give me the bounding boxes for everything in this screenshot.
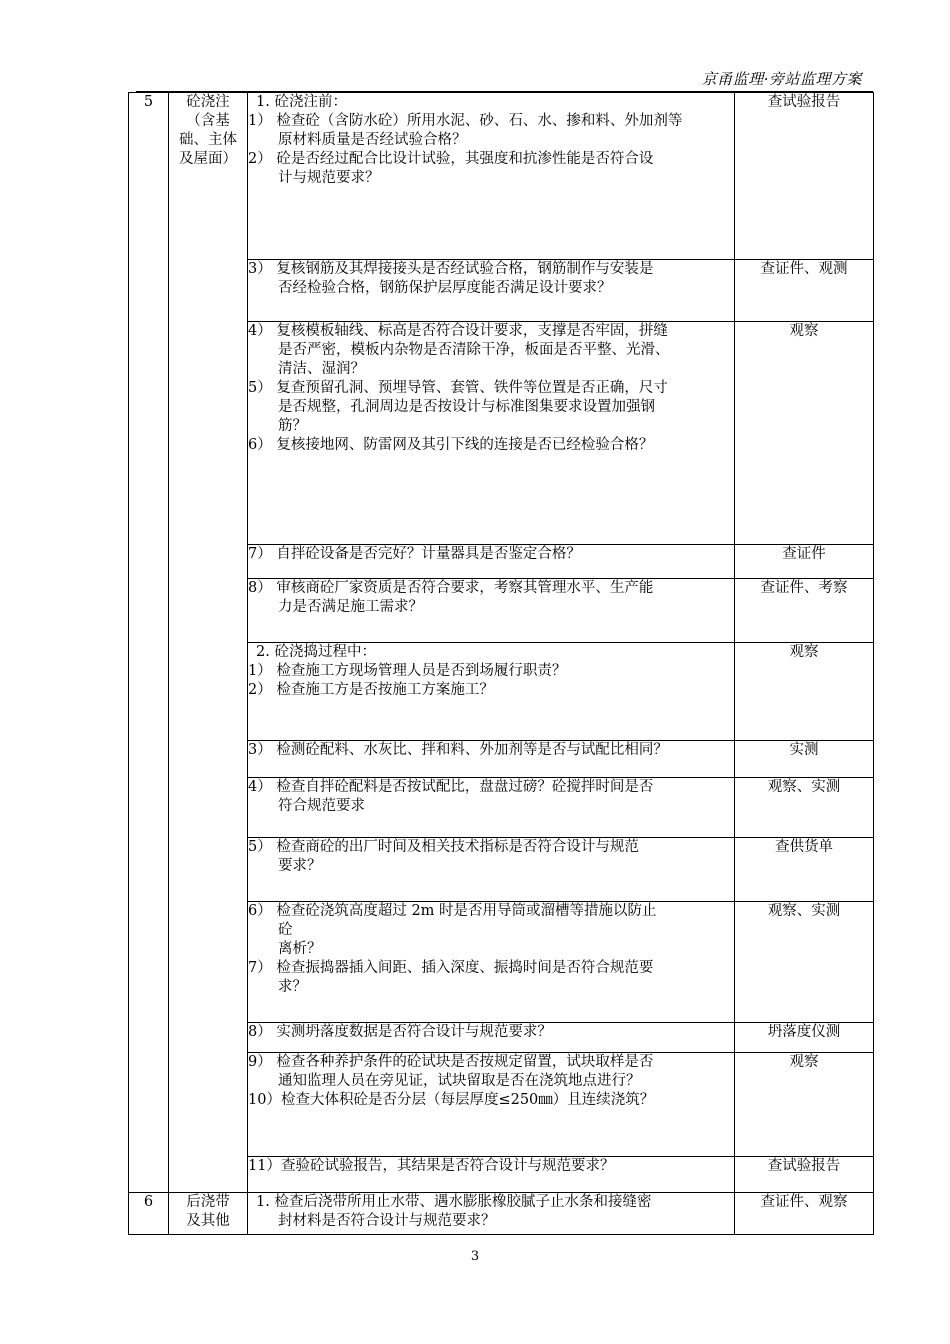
content-line: 否经检验合格，钢筋保护层厚度能否满足设计要求？ — [278, 280, 612, 296]
content-line: 是否规整，孔洞周边是否按设计与标准图集要求设置加强钢 — [278, 399, 655, 415]
content-line: 3） 复核钢筋及其焊接接头是否经试验合格，钢筋制作与安装是 — [248, 261, 654, 277]
content-line: 求？ — [278, 979, 307, 995]
content-line: 要求？ — [278, 858, 322, 874]
content-line: 2. 砼浇捣过程中： — [256, 644, 376, 660]
inspection-content — [248, 643, 735, 741]
item-category — [169, 1193, 248, 1235]
content-line: 5） 复查预留孔洞、预埋导管、套管、铁件等位置是否正确，尺寸 — [248, 380, 668, 396]
inspection-method: 查试验报告 — [735, 1157, 874, 1193]
content-line: 计与规范要求？ — [278, 170, 380, 186]
content-line: 2） 检查施工方是否按施工方案施工？ — [248, 682, 494, 698]
inspection-content — [248, 1193, 735, 1235]
category-line: 及屋面） — [179, 151, 237, 167]
content-line: 1） 检查施工方现场管理人员是否到场履行职责？ — [248, 663, 567, 679]
content-line: 4） 复核模板轴线、标高是否符合设计要求，支撑是否牢固，拼缝 — [248, 323, 668, 339]
content-line: 封材料是否符合设计与规范要求？ — [278, 1213, 496, 1229]
content-line: 离析？ — [278, 941, 322, 957]
inspection-table — [128, 92, 874, 1235]
inspection-method: 观察、实测 — [735, 778, 874, 838]
item-number: 6 — [129, 1193, 169, 1235]
content-line: 筋？ — [278, 418, 307, 434]
category-line: 及其他 — [186, 1213, 230, 1229]
content-line: 是否严密，模板内杂物是否清除干净，板面是否平整、光滑、 — [278, 342, 670, 358]
inspection-content — [248, 545, 735, 579]
page-number: 3 — [470, 1249, 480, 1264]
content-line: 11）查验砼试验报告，其结果是否符合设计与规范要求？ — [248, 1158, 615, 1174]
inspection-method: 查供货单 — [735, 838, 874, 902]
category-line: 砼浇注 — [186, 94, 230, 110]
document-header-title: 京甬监理·旁站监理方案 — [701, 70, 862, 88]
content-line: 3） 检测砼配料、水灰比、拌和料、外加剂等是否与试配比相同？ — [248, 742, 668, 758]
table-row — [129, 93, 874, 260]
inspection-method: 观察 — [735, 322, 874, 545]
inspection-content — [248, 93, 735, 260]
item-number: 5 — [129, 93, 169, 1193]
inspection-content — [248, 579, 735, 643]
inspection-content — [248, 778, 735, 838]
inspection-method: 观察、实测 — [735, 902, 874, 1023]
table-row — [129, 1193, 874, 1235]
category-line: 后浇带 — [186, 1194, 230, 1210]
content-line: 1） 检查砼（含防水砼）所用水泥、砂、石、水、掺和料、外加剂等 — [248, 113, 683, 129]
category-line: 础、主体 — [179, 132, 237, 148]
inspection-content — [248, 322, 735, 545]
inspection-method: 查试验报告 — [735, 93, 874, 260]
content-line: 符合规范要求 — [278, 798, 365, 814]
inspection-method: 坍落度仪测 — [735, 1023, 874, 1053]
category-line: （含基 — [186, 113, 230, 129]
inspection-content — [248, 1023, 735, 1053]
content-line: 1. 检查后浇带所用止水带、遇水膨胀橡胶腻子止水条和接缝密 — [256, 1194, 652, 1210]
content-line: 原材料质量是否经试验合格？ — [278, 132, 467, 148]
inspection-method: 观察 — [735, 643, 874, 741]
content-line: 清洁、湿润？ — [278, 361, 365, 377]
content-line: 8） 实测坍落度数据是否符合设计与规范要求？ — [248, 1024, 552, 1040]
inspection-method: 查证件、观察 — [735, 1193, 874, 1235]
content-line: 7） 自拌砼设备是否完好？计量器具是否鉴定合格？ — [248, 546, 581, 562]
inspection-method: 查证件 — [735, 545, 874, 579]
item-category — [169, 93, 248, 1193]
inspection-method: 观察 — [735, 1053, 874, 1157]
inspection-content — [248, 741, 735, 778]
inspection-method: 查证件、观测 — [735, 260, 874, 322]
content-line: 砼 — [278, 922, 293, 938]
inspection-content — [248, 1053, 735, 1157]
content-line: 10）检查大体积砼是否分层（每层厚度≤250㎜）且连续浇筑？ — [248, 1092, 655, 1108]
inspection-content — [248, 838, 735, 902]
inspection-method: 查证件、考察 — [735, 579, 874, 643]
inspection-content — [248, 1157, 735, 1193]
content-line: 8） 审核商砼厂家资质是否符合要求，考察其管理水平、生产能 — [248, 580, 654, 596]
inspection-method: 实测 — [735, 741, 874, 778]
inspection-content — [248, 902, 735, 1023]
content-line: 7） 检查振捣器插入间距、插入深度、振捣时间是否符合规范要 — [248, 960, 654, 976]
inspection-content — [248, 260, 735, 322]
content-line: 5） 检查商砼的出厂时间及相关技术指标是否符合设计与规范 — [248, 839, 639, 855]
content-line: 6） 检查砼浇筑高度超过 2m 时是否用导筒或溜槽等措施以防止 — [248, 903, 657, 919]
content-line: 力是否满足施工需求？ — [278, 599, 423, 615]
content-line: 4） 检查自拌砼配料是否按试配比，盘盘过磅？砼搅拌时间是否 — [248, 779, 654, 795]
content-line: 1. 砼浇注前： — [256, 94, 347, 110]
content-line: 通知监理人员在旁见证，试块留取是否在浇筑地点进行？ — [278, 1073, 641, 1089]
content-line: 9） 检查各种养护条件的砼试块是否按规定留置，试块取样是否 — [248, 1054, 654, 1070]
content-line: 2） 砼是否经过配合比设计试验，其强度和抗渗性能是否符合设 — [248, 151, 654, 167]
content-line: 6） 复核接地网、防雷网及其引下线的连接是否已经检验合格？ — [248, 437, 654, 453]
